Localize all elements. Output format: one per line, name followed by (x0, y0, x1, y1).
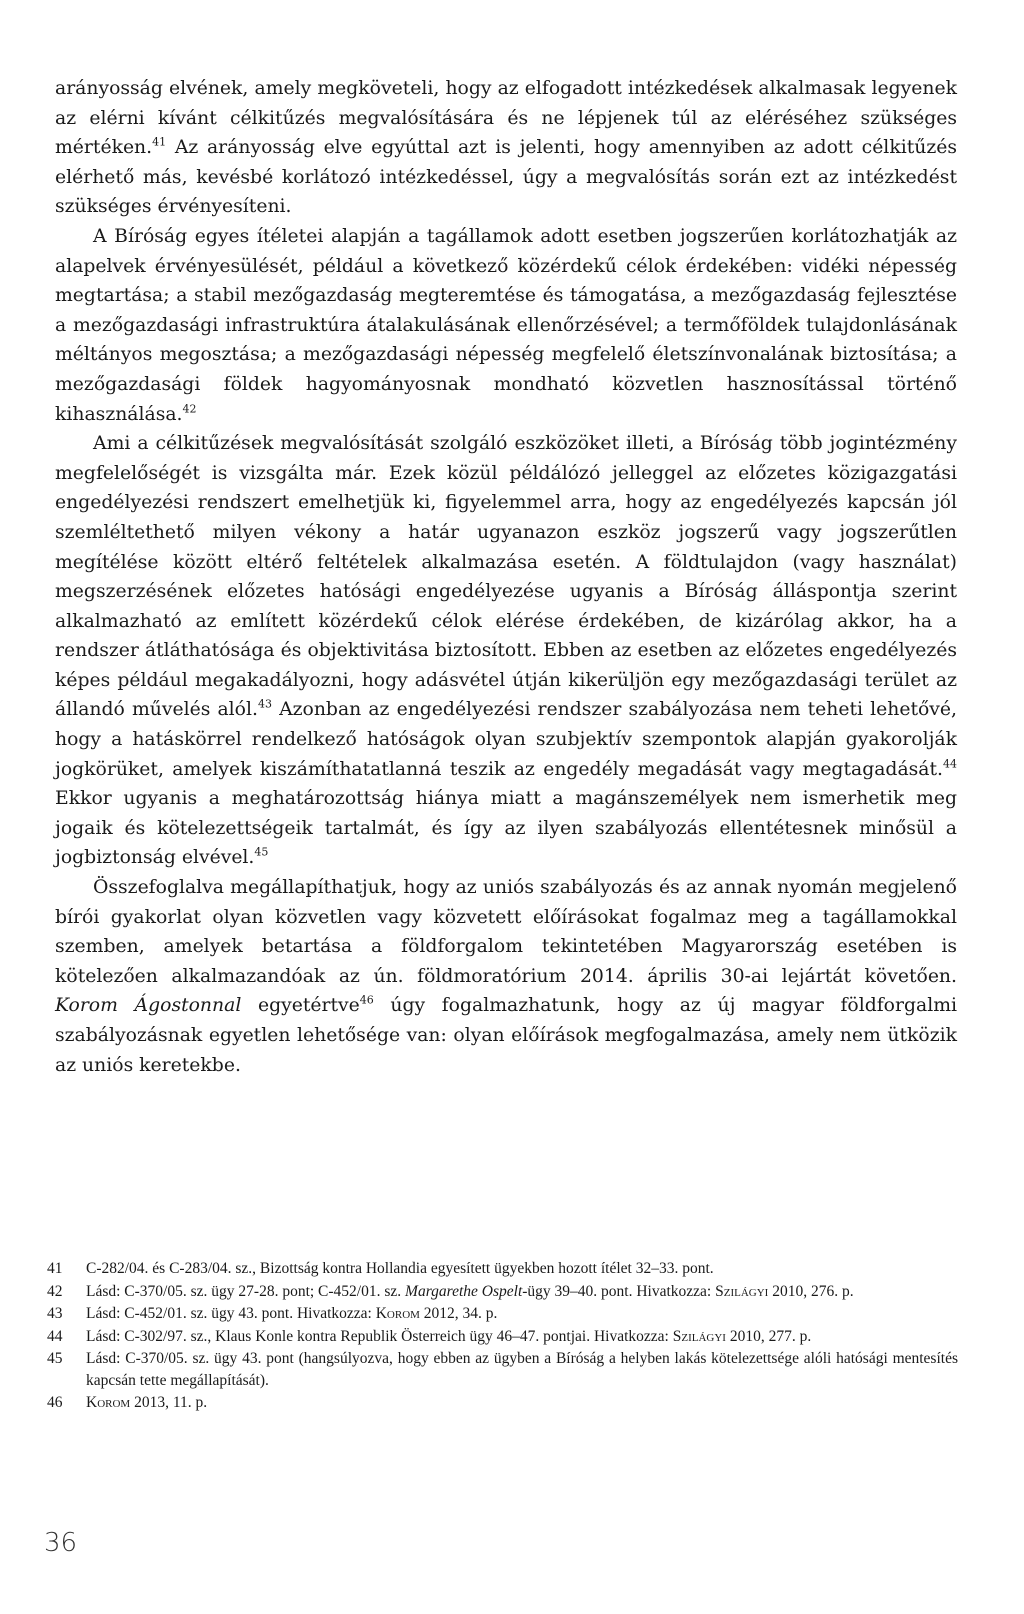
footnote-number: 41 (47, 1260, 63, 1277)
text-run: úgy fogalmazhatunk, hogy az új magyar földforgalmi szabályozásnak egyetlen lehetősége van: olyan előírások megfogalmazása, amely nem ütközik az uniós keretekbe. (55, 995, 958, 1076)
author-name: Korom (375, 1305, 420, 1322)
author-name: Szilágyi (715, 1282, 769, 1300)
text-run: Az arányosság elve egyúttal azt is jelenti, hogy amennyiben az adott célkitűzés elérhető más, kevésbé korlátozó intézkedéssel, úgy a megvalósítás során ezt az intézkedést szükséges érvényesíteni. (55, 137, 957, 218)
author-name: Szilágyi (672, 1327, 726, 1345)
text-run: Lásd: C-452/01. sz. ügy 43. pont. Hivatkozza: (86, 1305, 376, 1322)
footnotes-section (47, 1258, 958, 1415)
footnote-number: 42 (47, 1282, 63, 1300)
footnote-text (86, 1303, 958, 1325)
text-run: Ekkor ugyanis a meghatározottság hiánya miatt a magánszemélyek nem ismerhetik meg jogaik és kötelezettségeik tartalmát, és így az ilyen szabályozás ellentétesnek minősül a jogbiztonság elvével. (55, 788, 957, 869)
footnote (47, 1303, 958, 1325)
text-run: Azonban az engedélyezési rendszer szabályozása nem teheti lehetővé, hogy a hatáskörrel rendelkező hatóságok olyan szubjektív szempontok alapján gyakorolják jogkörüket, amelyek kiszámíthatatlanná teszik az engedély megadását vagy megtagadását. (55, 699, 957, 780)
footnote (47, 1258, 958, 1280)
italic-text: Korom Ágostonnal (55, 995, 242, 1017)
text-run: Lásd: C-370/05. sz. ügy 43. pont (hangsúlyozva, hogy ebben az ügyben a Bíróság a helyben lakás kötelezettsége alóli hatósági mentesítés kapcsán tette megállapítását). (86, 1350, 958, 1389)
footnote-reference: 46 (359, 994, 374, 1008)
text-run: Lásd: C-370/05. sz. ügy 27-28. pont; C-452/01. sz. (86, 1282, 406, 1300)
paragraph (55, 873, 957, 1080)
text-run: Ami a célkitűzések megvalósítását szolgáló eszközöket illeti, a Bíróság több jogintézmény megfelelőségét is vizsgálta már. Ezek közül példálózó jelleggel az előzetes közigazgatási engedélyezési rendszert emelhetjük ki, figyelemmel arra, hogy az engedélyezés kapcsán jól szemléltethető milyen vékony a határ ugyanazon eszköz jogszerű vagy jogszerűtlen megítélése között eltérő feltételek alkalmazása esetén. A földtulajdon (vagy használat) megszerzésének előzetes hatósági engedélyezése ugyanis a Bíróság álláspontja szerint alkalmazható az említett közérdekű célok elérése érdekében, de kizárólag akkor, ha a rendszer átláthatósága és objektivitása biztosított. Ebben az esetben az előzetes engedélyezés képes például megakadályozni, hogy adásvétel útján kikerüljön egy mezőgazdasági terület az állandó művelés alól. (55, 433, 957, 721)
main-text (55, 74, 957, 1080)
footnote-text (86, 1326, 958, 1348)
footnote-reference: 43 (257, 698, 272, 712)
footnote-number: 44 (47, 1327, 63, 1345)
text-run: 2013, 11. p. (130, 1394, 208, 1411)
text-run: A Bíróság egyes ítéletei alapján a tagállamok adott esetben jogszerűen korlátozhatják az alapelvek érvényesülését, például a következő közérdekű célok érdekében: vidéki népesség megtartása; a stabil mezőgazdaság megteremtése és támogatása, a mezőgazdaság fejlesztése a mezőgazdasági infrastruktúra átalakulásának ellenőrzésével; a termőföldek tulajdonlásának méltányos megosztása; a mezőgazdasági népesség megfelelő életszínvonalának biztosítása; a mezőgazdasági földek hagyományosnak mondható közvetlen hasznosítással történő kihasználása. (55, 225, 957, 425)
footnote-text (86, 1281, 958, 1303)
text-run: Összefoglalva megállapíthatjuk, hogy az uniós szabályozás és az annak nyomán megjelenő bírói gyakorlat olyan közvetlen vagy közvetett előírásokat fogalmaz meg a tagállamokkal szemben, amelyek betartása a földforgalom tekintetében Magyarország esetében is kötelezően alkalmazandóak az ún. földmoratórium 2014. április 30-ai lejártát követően. (55, 877, 957, 987)
text-run: 2012, 34. p. (419, 1305, 498, 1322)
footnote-reference: 44 (943, 757, 957, 771)
text-run: egyetértve (241, 995, 360, 1017)
paragraph (55, 429, 957, 873)
text-run: Lásd: C-302/97. sz., Klaus Konle kontra Republik Österreich ügy 46–47. pontjai. Hivatkozza: (86, 1327, 673, 1345)
paragraph (55, 222, 957, 429)
footnote (47, 1281, 958, 1303)
text-run: 2010, 276. p. (768, 1282, 854, 1300)
author-name: Korom (86, 1394, 131, 1411)
footnote-reference: 42 (182, 402, 197, 416)
text-run: arányosság elvének, amely megköveteli, hogy az elfogadott intézkedések alkalmasak legyenek az elérni kívánt célkitűzés megvalósítására és ne lépjenek túl az eléréséhez szükséges mértéken. (55, 78, 957, 159)
footnote-text (86, 1258, 958, 1280)
footnote-number: 45 (47, 1350, 63, 1367)
footnote-number: 46 (47, 1394, 63, 1411)
text-run: 2010, 277. p. (725, 1327, 812, 1345)
paragraph (55, 74, 957, 222)
italic-text: Margarethe Ospelt (405, 1282, 523, 1300)
footnote-text (86, 1348, 958, 1391)
text-run: C-282/04. és C-283/04. sz., Bizottság kontra Hollandia egyesített ügyekben hozott ítélet 32–33. pont. (86, 1260, 714, 1277)
page-number: 36 (44, 1528, 78, 1558)
footnote-reference: 45 (254, 846, 269, 860)
footnote-number: 43 (47, 1305, 63, 1322)
text-run: -ügy 39–40. pont. Hivatkozza: (522, 1282, 716, 1300)
footnote-text (86, 1392, 958, 1414)
footnote (47, 1392, 958, 1414)
footnote (47, 1348, 958, 1391)
footnote (47, 1326, 958, 1348)
footnote-reference: 41 (152, 135, 167, 149)
